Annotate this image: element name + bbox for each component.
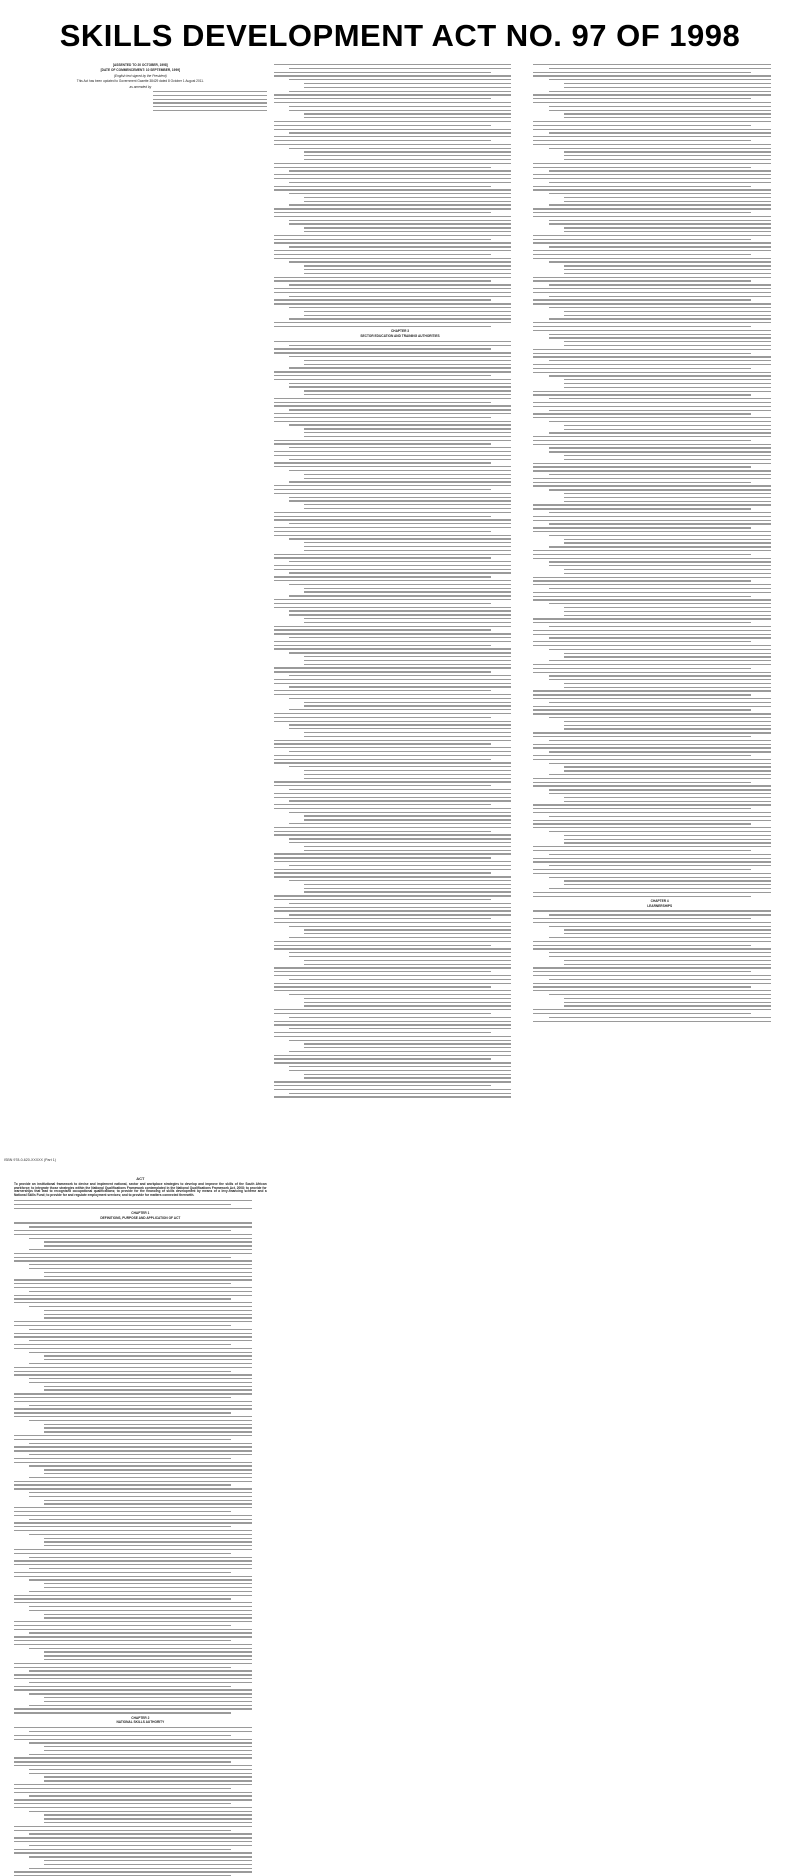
- chapter-3-heading: CHAPTER 3: [390, 329, 410, 334]
- chapter-4-body: [533, 910, 786, 1021]
- commencement-line: [DATE OF COMMENCEMENT: 10 SEPTEMBER, 1999]: [100, 68, 181, 73]
- column-2: [274, 64, 527, 1148]
- chapter-4-subtitle: LEARNERSHIPS: [647, 903, 673, 908]
- column-2-body-top: [274, 64, 527, 327]
- chapter-1-heading: CHAPTER 1: [131, 1210, 150, 1215]
- amendment-list: [14, 91, 267, 1175]
- update-note: This Act has been updated to Government Gazette 38429 dated 8 October 1 August 2011.: [76, 79, 204, 84]
- amended-by-label: as amended by: [129, 84, 152, 89]
- act-label: ACT: [136, 1175, 145, 1181]
- column-3: [533, 64, 786, 1148]
- chapter-2-heading: CHAPTER 2: [131, 1715, 150, 1720]
- chapter-1-subtitle: DEFINITIONS, PURPOSE AND APPLICATION OF ACT: [100, 1215, 181, 1220]
- act-introduction: To provide an institutional framework to devise and implement national, sector and workplace strategies to develop and improve the skills of the South African workforce; to integrate those strategies within the National Qualifications Framework contemplated in the National Qualifications Framework Act, 2008; to provide for learnerships that lead to recognised occupational qualifications; to provide for the financing of skills development by means of a levy-financing scheme and a National Skills Fund; to provide for and regulate employment services; and to provide for matters connected therewith.: [14, 1181, 267, 1198]
- language-line: (English text signed by the President): [113, 73, 167, 78]
- document-title: SKILLS DEVELOPMENT ACT NO. 97 OF 1998: [59, 18, 741, 53]
- footer-code: ISBN 978-0-620-XXXXX (Part 1): [4, 1158, 56, 1162]
- chapter-2-body: [14, 1727, 267, 1876]
- chapter-1-body: [14, 1222, 267, 1713]
- column-3-body-top: [533, 64, 786, 897]
- chapter-4-heading: CHAPTER 4: [650, 898, 669, 903]
- chapter-3-subtitle: SECTOR EDUCATION AND TRAINING AUTHORITIES: [360, 334, 440, 339]
- chapter-2-subtitle: NATIONAL SKILLS AUTHORITY: [116, 1720, 165, 1725]
- assent-line: [ASSENTED TO 20 OCTOBER, 1998]: [112, 63, 168, 67]
- chapter-3-body: [274, 341, 527, 1098]
